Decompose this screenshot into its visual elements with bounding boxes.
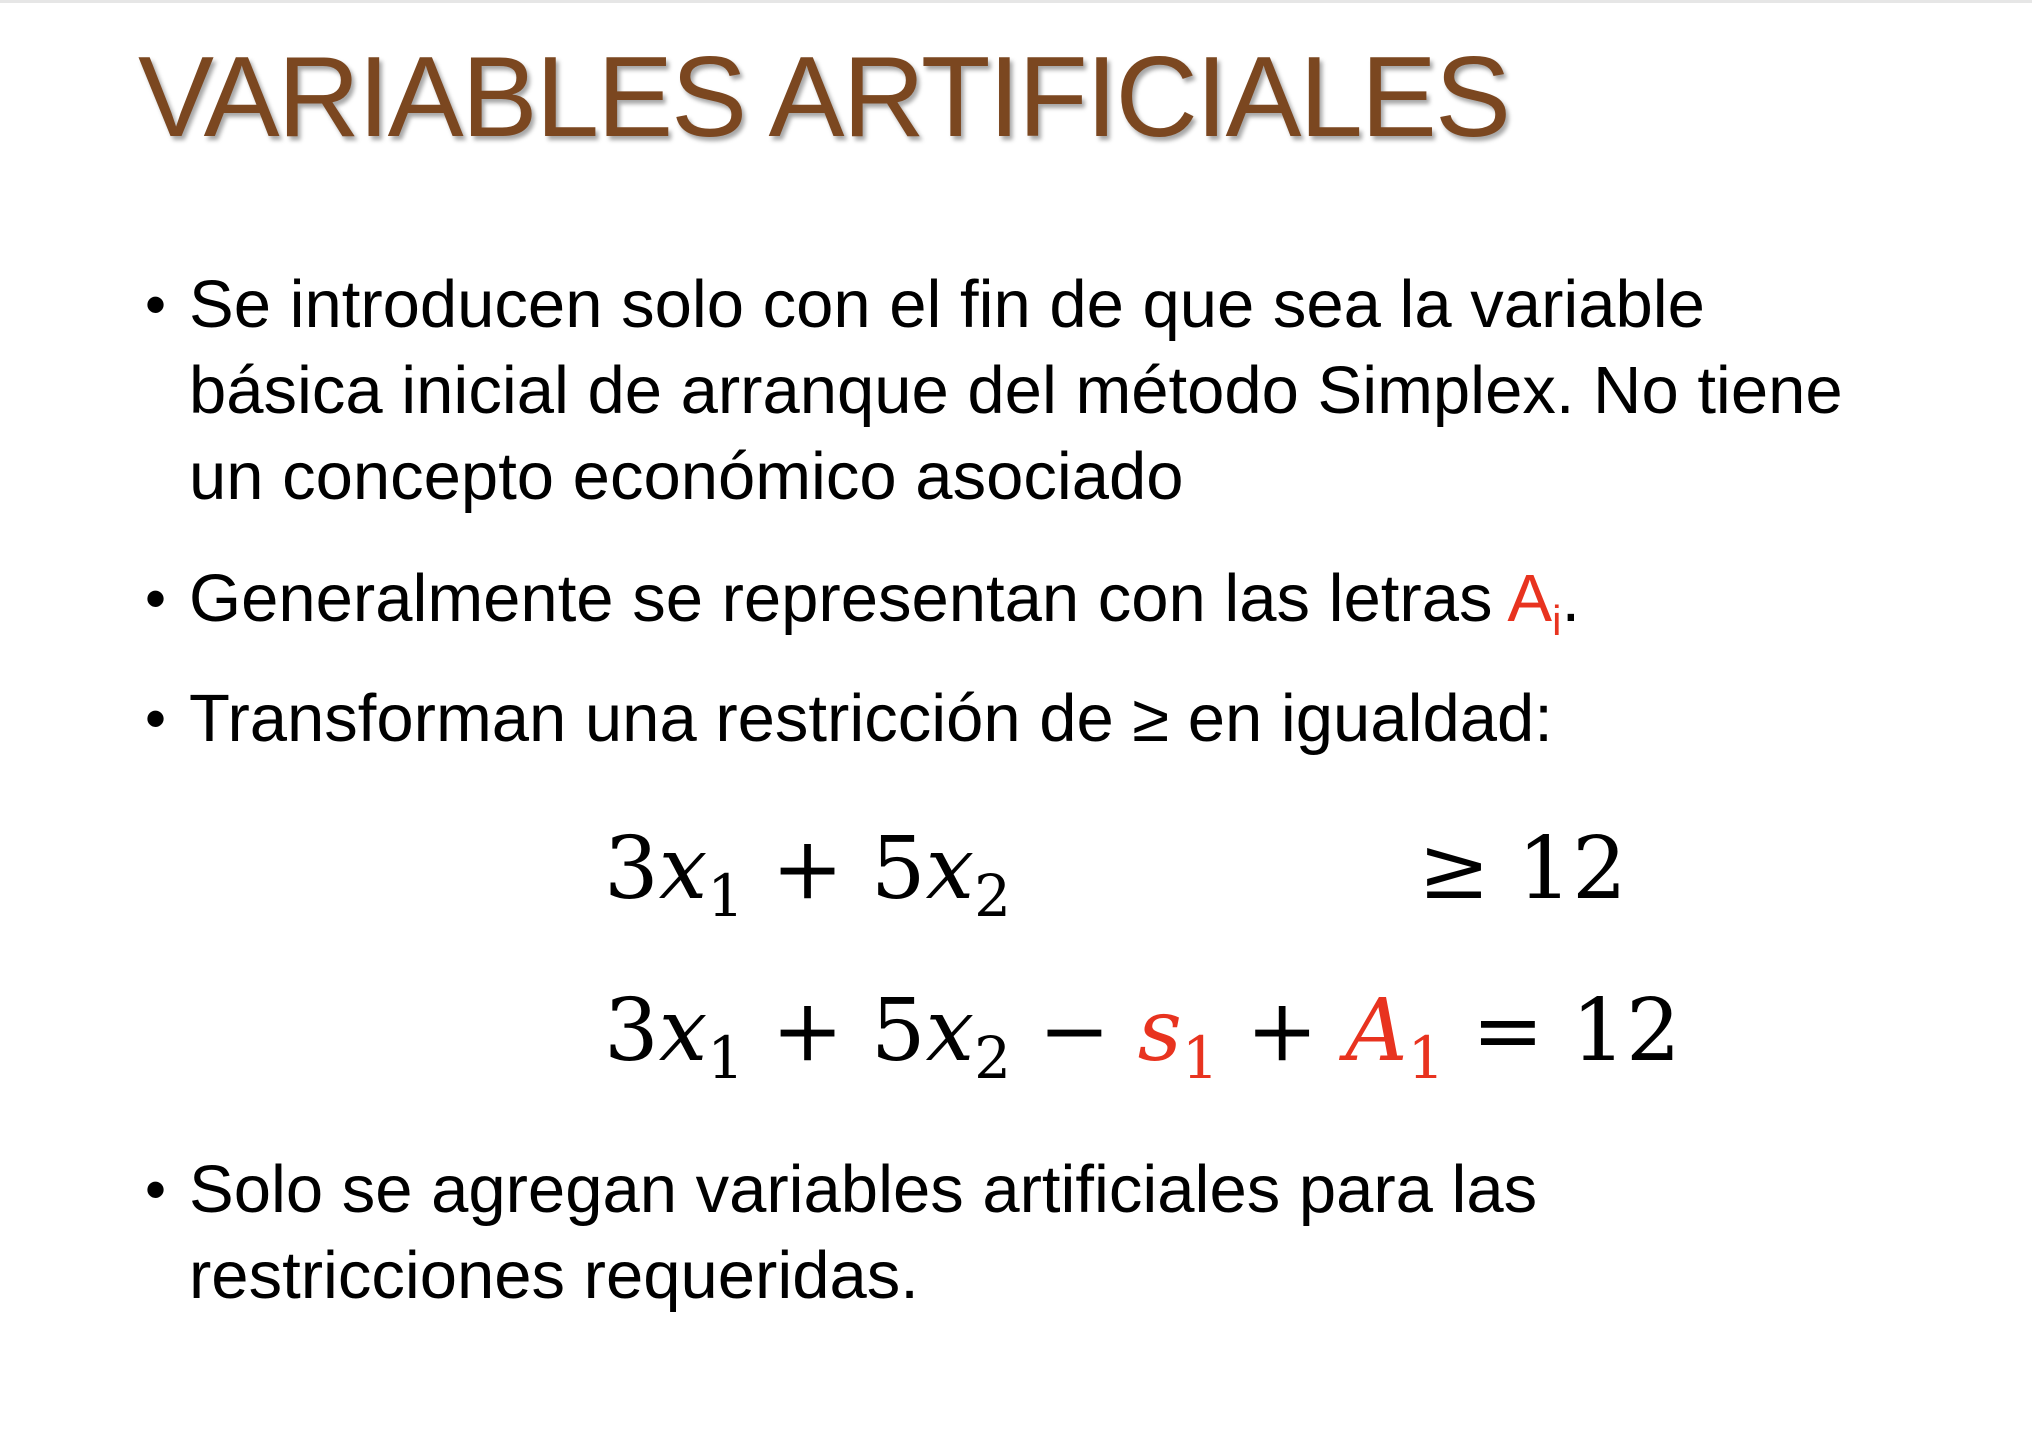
inequality-lhs [604,819,1012,930]
variable: x [925,819,975,919]
artificial-symbol: A [1507,561,1553,636]
inequality-rhs: ≥ 12 [1418,819,1627,919]
operator: + [744,981,871,1081]
slack-variable: s [1137,981,1182,1081]
bullet-item [145,556,1889,664]
bullet-dot-icon: • [145,1156,167,1223]
subscript: 1 [707,1024,745,1092]
bullet-text [189,556,1889,664]
subscript: 1 [1407,1024,1445,1092]
slide-title: VARIABLES ARTIFICIALES [138,34,1509,161]
operator: + [1218,981,1346,1081]
subscript: 2 [974,1024,1012,1092]
subscript: 1 [1181,1024,1219,1092]
bullet-dot-icon: • [145,685,167,752]
variable: x [658,819,708,919]
subscript: 2 [974,862,1012,930]
operator: − [1011,981,1138,1081]
bullet-dot-icon: • [145,565,167,632]
bullet-item [145,1147,1889,1319]
coefficient: 3 [604,819,659,919]
equality-equation [604,981,1681,1092]
bullet-text-prefix: Generalmente se representan con las letras [189,561,1508,636]
bullet-text: Se introducen solo con el fin de que sea la variable básica inicial de arranque del método Simplex. No tiene un concepto económico asociado [189,267,1843,514]
bullet-item [145,676,1889,762]
bullet-text-suffix: . [1561,561,1581,636]
bullet-item [145,262,1889,520]
top-border [0,0,2032,3]
equation-rhs: = 12 [1444,981,1681,1081]
coefficient: 5 [870,819,926,919]
variable: x [658,981,708,1081]
subscript: 1 [707,862,745,930]
bullet-text: Transforman una restricción de ≥ en igualdad: [189,681,1553,756]
coefficient: 3 [604,981,659,1081]
operator: + [744,819,871,919]
coefficient: 5 [870,981,926,1081]
bullet-text: Solo se agregan variables artificiales para las restricciones requeridas. [189,1152,1538,1313]
variable: x [925,981,975,1081]
artificial-symbol-subscript: i [1552,597,1562,644]
bullet-dot-icon: • [145,271,167,338]
artificial-variable: A [1345,981,1408,1081]
